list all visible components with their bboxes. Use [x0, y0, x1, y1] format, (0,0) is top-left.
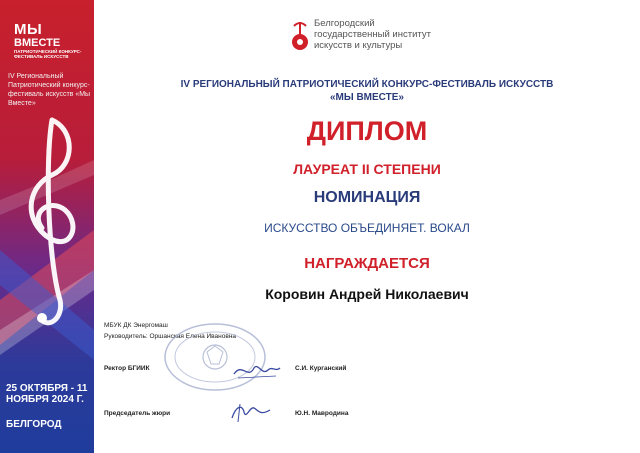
awarded-label: НАГРАЖДАЕТСЯ	[304, 255, 430, 272]
logo-subtitle: ПАТРИОТИЧЕСКИЙ КОНКУРС-ФЕСТИВАЛЬ ИСКУССТВ	[14, 49, 82, 59]
institute-name	[314, 18, 431, 51]
organization-name: МБУК ДК Энергомаш	[104, 322, 168, 329]
diploma-title: ДИПЛОМ	[306, 116, 428, 146]
nomination-label: НОМИНАЦИЯ	[313, 189, 421, 206]
jury-title: Председатель жюри	[104, 410, 171, 417]
recipient-name: Коровин Андрей Николаевич	[265, 286, 469, 302]
contest-title	[94, 78, 640, 104]
nomination-value: ИСКУССТВО ОБЪЕДИНЯЕТ. ВОКАЛ	[264, 221, 470, 235]
rector-signature	[232, 358, 282, 382]
festival-logo	[14, 22, 82, 59]
logo-text-1: МЫ	[14, 21, 43, 38]
institute-line-3: искусств и культуры	[314, 40, 403, 51]
festival-title: IV Региональный Патриотический конкурс-фестиваль искусств «Мы Вместе»	[8, 73, 91, 107]
institute-header	[290, 18, 490, 58]
institute-line-1: Белгородский	[314, 18, 375, 29]
institute-line-2: государственный институт	[314, 29, 431, 40]
rector-title: Ректор БГИИК	[104, 365, 150, 372]
jury-signature	[228, 400, 274, 424]
jury-name: Ю.Н. Мавродина	[295, 410, 349, 417]
logo-text-2: ВМЕСТЕ	[14, 37, 61, 49]
institute-logo-icon	[290, 20, 310, 54]
supervisor-name: Руководитель: Оршанская Елена Ивановна	[104, 333, 237, 340]
festival-dates: 25 ОКТЯБРЯ - 11 НОЯБРЯ 2024 Г.	[6, 383, 88, 405]
rector-name: С.И. Курганский	[295, 365, 347, 372]
contest-title-line-2: «МЫ ВМЕСТЕ»	[330, 92, 404, 103]
laureate-degree: ЛАУРЕАТ II СТЕПЕНИ	[293, 161, 441, 177]
contest-title-line-1: IV РЕГИОНАЛЬНЫЙ ПАТРИОТИЧЕСКИЙ КОНКУРС-ФЕСТИВАЛЬ ИСКУССТВ	[180, 79, 554, 90]
festival-city: БЕЛГОРОД	[6, 419, 62, 430]
side-banner	[0, 0, 94, 453]
